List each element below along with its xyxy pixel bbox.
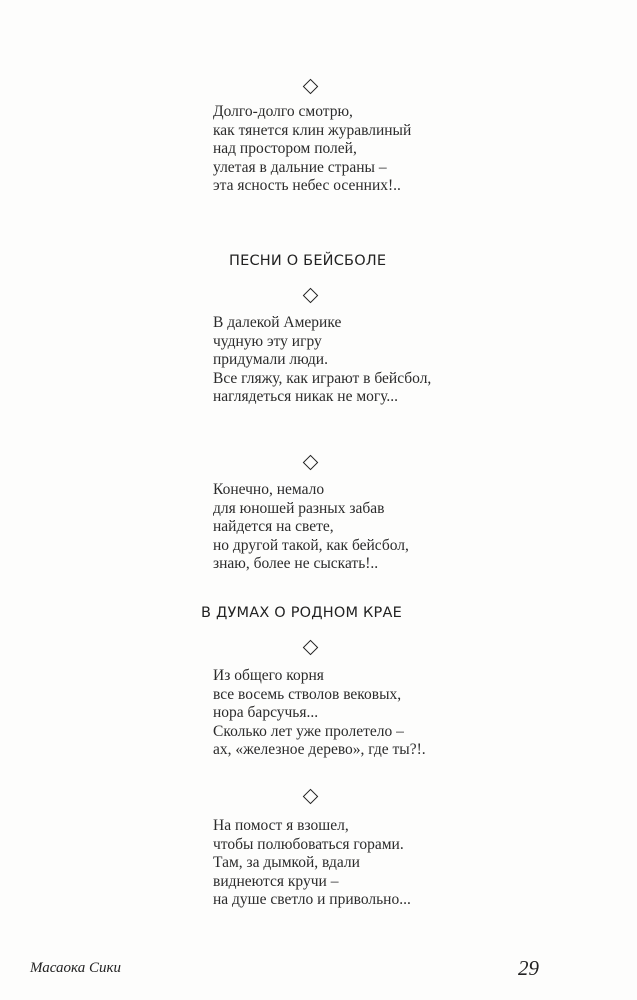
poem-line: но другой такой, как бейсбол, (213, 536, 409, 554)
poem-line: придумали люди. (213, 351, 328, 369)
poem-line: над простором полей, (213, 140, 357, 158)
poem (213, 481, 409, 574)
diamond-ornament-icon (303, 79, 319, 95)
poem (213, 817, 411, 910)
poem-line: Там, за дымкой, вдали (213, 854, 360, 872)
poem (213, 667, 426, 760)
poem-line: чудную эту игру (213, 332, 322, 350)
poem-line: нора барсучья... (213, 704, 319, 722)
poem-line: Все гляжу, как играют в бейсбол, (213, 369, 432, 387)
diamond-ornament-icon (303, 288, 319, 304)
poem-line: найдется на свете, (213, 518, 334, 536)
poem-line: как тянется клин журавлиный (213, 121, 412, 139)
poem-line: На помост я взошел, (213, 817, 349, 834)
diamond-ornament-icon (303, 640, 319, 656)
section-heading: ПЕСНИ О БЕЙСБОЛЕ (229, 253, 387, 269)
poem-line: эта ясность небес осенних!.. (213, 177, 401, 195)
poem-line: В далекой Америке (213, 314, 342, 331)
page-number: 29 (518, 956, 539, 980)
poem-line: чтобы полюбоваться горами. (213, 835, 404, 853)
poem (213, 314, 431, 407)
poem-line: виднеются кручи – (213, 872, 339, 890)
poem-line: на душе светло и привольно... (213, 891, 411, 909)
poem-line: Из общего корня (213, 667, 324, 684)
poem (213, 103, 411, 196)
poem-line: улетая в дальние страны – (213, 158, 387, 176)
poem-line: Конечно, немало (213, 481, 325, 498)
poem-line: ах, «железное дерево», где ты?!. (213, 741, 426, 759)
poem-line: наглядеться никак не могу... (213, 388, 399, 406)
diamond-ornament-icon (303, 455, 319, 471)
diamond-ornament-icon (303, 789, 319, 805)
poem-line: Сколько лет уже пролетело – (213, 722, 404, 740)
section-heading: В ДУМАХ О РОДНОМ КРАЕ (201, 605, 402, 621)
poem-line: все восемь стволов вековых, (213, 685, 402, 703)
poem-line: знаю, более не сыскать!.. (213, 555, 379, 573)
poem-line: для юношей разных забав (213, 499, 385, 517)
poem-line: Долго-долго смотрю, (213, 103, 353, 120)
running-footer-author: Масаока Сики (30, 960, 121, 976)
